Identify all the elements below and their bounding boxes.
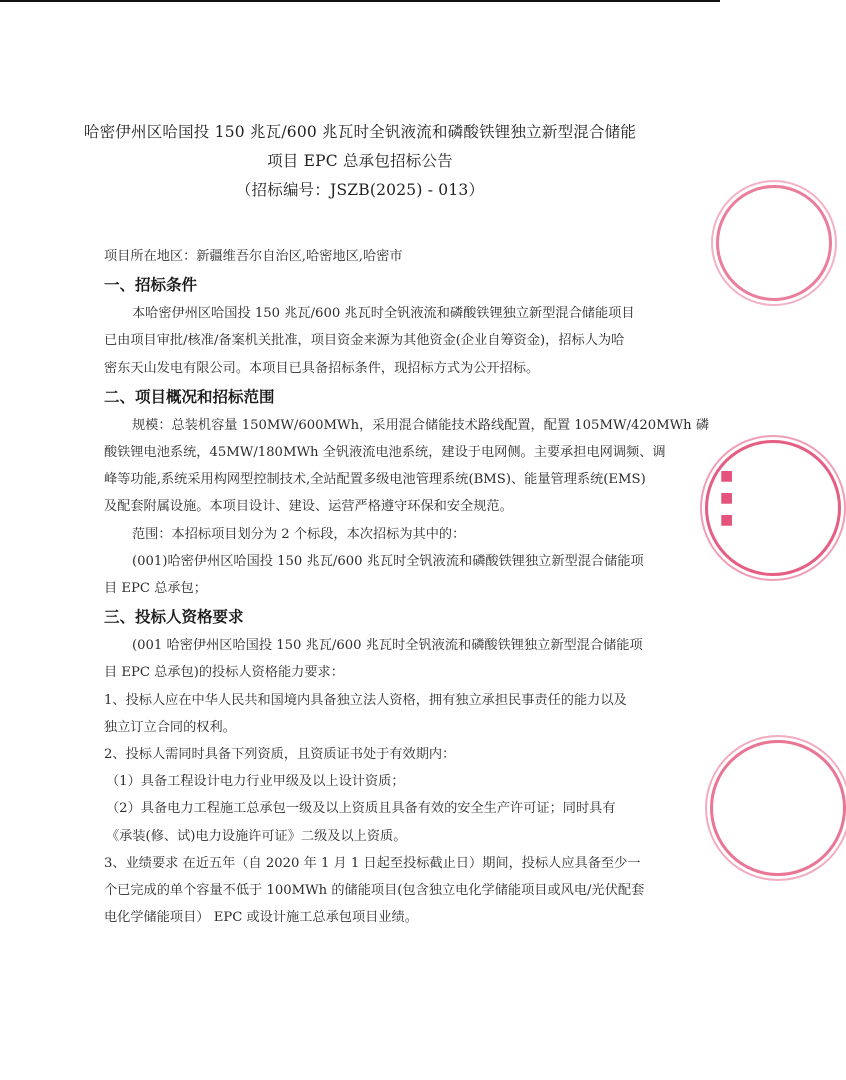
- red-seal-stamp-icon: [716, 185, 832, 301]
- paragraph-line: 个已完成的单个容量不低于 100MWh 的储能项目(包含独立电化学储能项目或风电/光伏配套: [104, 883, 645, 899]
- document-body: [104, 243, 710, 931]
- paragraph-line: (001 哈密伊州区哈国投 150 兆瓦/600 兆瓦时全钒液流和磷酸铁锂独立新型混合储能项: [132, 638, 643, 654]
- requirement-item-1: 1、投标人应在中华人民共和国境内具备独立法人资格，拥有独立承担民事责任的能力以及: [104, 692, 627, 708]
- paragraph-line: 峰等功能,系统采用构网型控制技术,全站配置多级电池管理系统(BMS)、能量管理系统(EMS): [104, 472, 646, 488]
- paragraph-line: (001)哈密伊州区哈国投 150 兆瓦/600 兆瓦时全钒液流和磷酸铁锂独立新型混合储能项: [132, 553, 644, 569]
- section-heading-bidder-qualifications: 三、投标人资格要求: [104, 608, 244, 627]
- paragraph-line: 《承装(修、试)电力设施许可证》二级及以上资质。: [106, 828, 407, 844]
- paragraph-line: 密东天山发电有限公司。本项目已具备招标条件，现招标方式为公开招标。: [104, 360, 540, 376]
- stamp-text: ■ ■ ■: [720, 468, 734, 528]
- paragraph-line: 酸铁锂电池系统，45MW/180MWh 全钒液流电池系统，建设于电网侧。主要承担电网调频、调: [104, 445, 666, 461]
- tender-number: （招标编号：JSZB(2025) - 013）: [235, 181, 485, 199]
- paragraph-line: 已由项目审批/核准/备案机关批准，项目资金来源为其他资金(企业自筹资金)，招标人为哈: [104, 333, 625, 349]
- red-seal-stamp-icon: [705, 440, 841, 576]
- paragraph-line: 本哈密伊州区哈国投 150 兆瓦/600 兆瓦时全钒液流和磷酸铁锂独立新型混合储能项目: [132, 306, 635, 322]
- project-location: 项目所在地区：新疆维吾尔自治区,哈密地区,哈密市: [104, 249, 403, 264]
- requirement-subitem-2: （2）具备电力工程施工总承包一级及以上资质且具备有效的安全生产许可证；同时具有: [106, 801, 616, 817]
- paragraph-line: 目 EPC 总承包)的投标人资格能力要求：: [104, 665, 344, 681]
- requirement-item-3: 3、业绩要求 在近五年（自 2020 年 1 月 1 日起至投标截止日）期间，投标人应具备至少一: [104, 855, 641, 871]
- section-heading-tender-conditions: 一、招标条件: [104, 276, 198, 295]
- paragraph-line: 电化学储能项目） EPC 或设计施工总承包项目业绩。: [104, 910, 418, 926]
- document-title: [0, 118, 720, 205]
- requirement-subitem-1: （1）具备工程设计电力行业甲级及以上设计资质；: [106, 774, 405, 790]
- paragraph-line: 目 EPC 总承包；: [104, 581, 207, 597]
- paragraph-line: 及配套附属设施。本项目设计、建设、运营严格遵守环保和安全规范。: [104, 499, 513, 515]
- paragraph-line: 独立订立合同的权利。: [104, 719, 236, 735]
- paragraph-line: 范围：本招标项目划分为 2 个标段，本次招标为其中的：: [132, 526, 466, 542]
- red-seal-stamp-icon: [710, 740, 846, 876]
- paragraph-line: 规模：总装机容量 150MW/600MWh，采用混合储能技术路线配置，配置 105MW/420MWh 磷: [132, 417, 710, 433]
- title-line-1: 哈密伊州区哈国投 150 兆瓦/600 兆瓦时全钒液流和磷酸铁锂独立新型混合储能: [83, 123, 637, 141]
- title-line-2: 项目 EPC 总承包招标公告: [267, 152, 453, 170]
- requirement-item-2: 2、投标人需同时具备下列资质，且资质证书处于有效期内：: [104, 747, 456, 763]
- section-heading-project-overview: 二、项目概况和招标范围: [104, 387, 275, 406]
